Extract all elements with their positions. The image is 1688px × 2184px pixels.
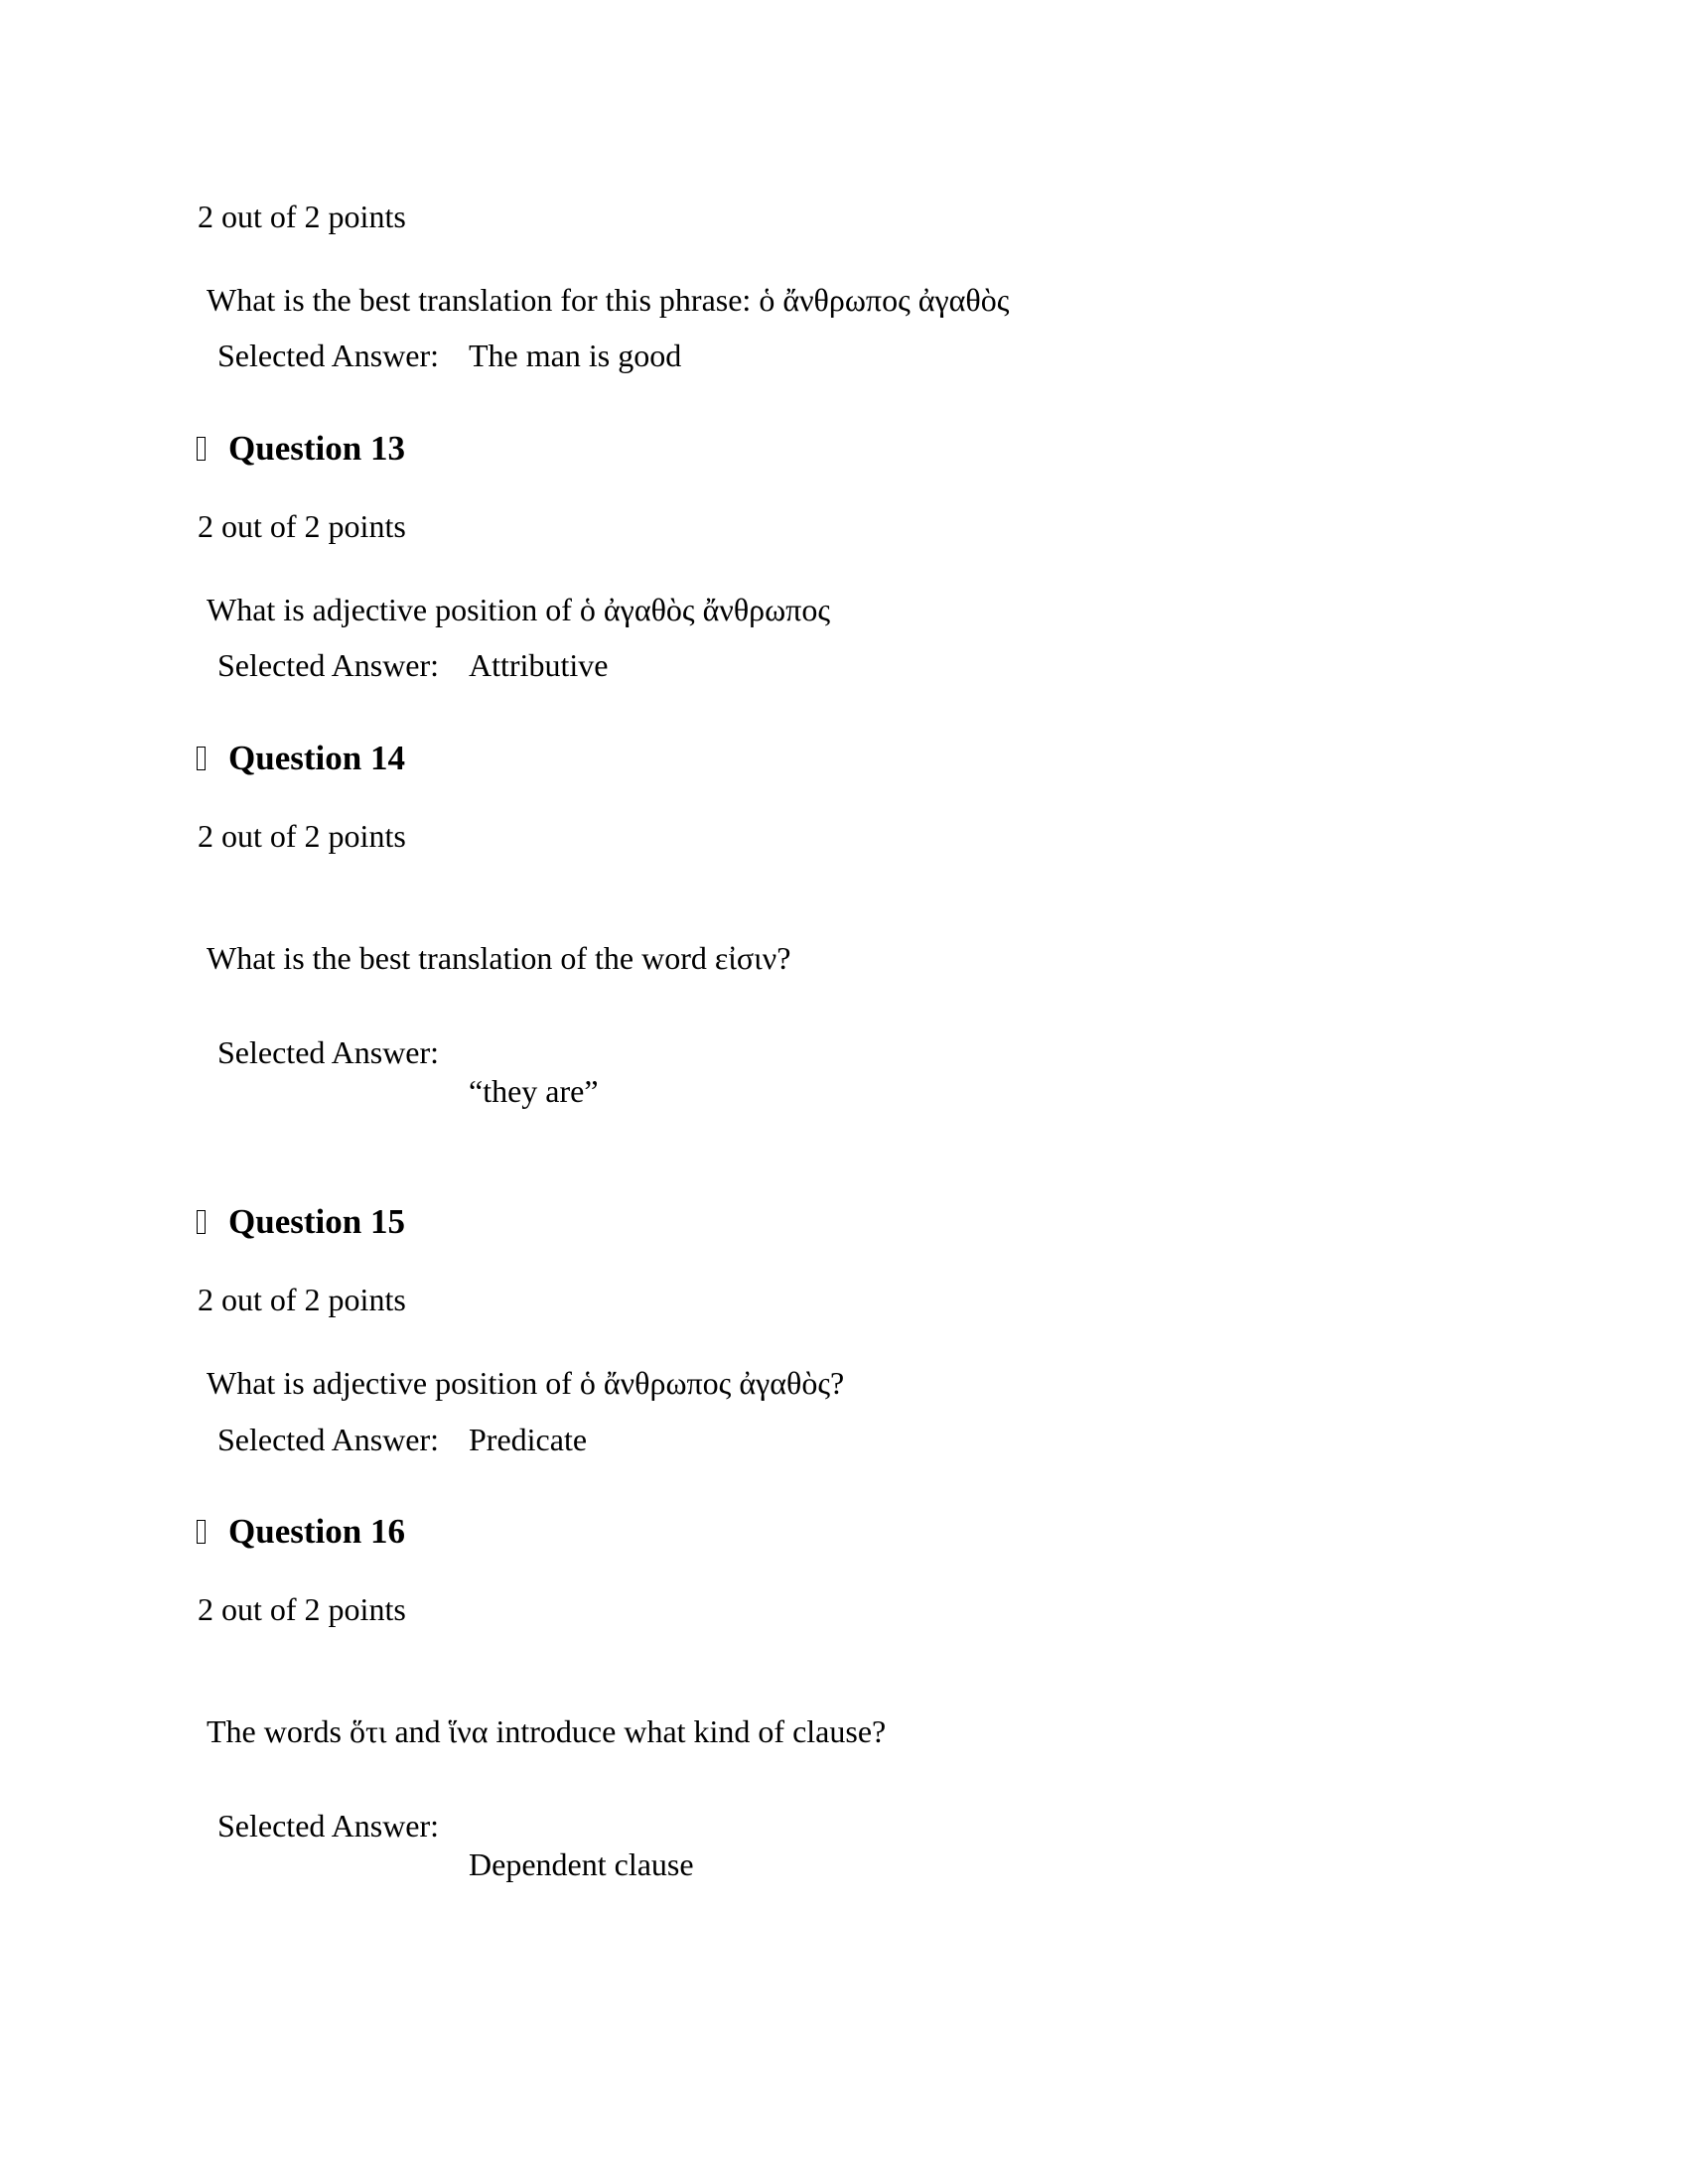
question-title: Question 15 [228, 1202, 405, 1241]
selected-answer-label: Selected Answer: [217, 338, 440, 373]
question-status-icon [197, 1210, 206, 1234]
question-header [197, 739, 405, 778]
question-text: What is the best translation for this phrase: ὁ ἄνθρωπος ἀγαθὸς [207, 282, 1010, 318]
selected-answer-value: The man is good [469, 338, 682, 373]
selected-answer-label: Selected Answer: [217, 647, 440, 683]
selected-answer-value: Attributive [469, 647, 609, 683]
selected-answer-label: Selected Answer: [217, 1422, 440, 1457]
question-status-icon [197, 1520, 206, 1544]
question-status-icon [197, 437, 206, 461]
points-label: 2 out of 2 points [198, 508, 406, 544]
question-header [197, 1512, 405, 1552]
selected-answer-value: Dependent clause [469, 1846, 694, 1882]
selected-answer-value: Predicate [469, 1422, 588, 1457]
question-text: What is adjective position of ὁ ἀγαθὸς ἄνθρωπος [207, 592, 830, 627]
question-text: What is adjective position of ὁ ἄνθρωπος ἀγαθὸς? [207, 1365, 845, 1401]
points-label: 2 out of 2 points [198, 199, 406, 234]
selected-answer-value: “they are” [469, 1073, 599, 1109]
question-title: Question 13 [228, 429, 405, 468]
points-label: 2 out of 2 points [198, 1282, 406, 1317]
question-title: Question 14 [228, 739, 405, 777]
question-text: The words ὅτι and ἵνα introduce what kind of clause? [207, 1713, 887, 1749]
selected-answer-label: Selected Answer: [217, 1808, 440, 1843]
question-text: What is the best translation of the word εἰσιν? [207, 940, 791, 976]
selected-answer-label: Selected Answer: [217, 1034, 440, 1070]
points-label: 2 out of 2 points [198, 818, 406, 854]
question-header [197, 429, 405, 469]
question-title: Question 16 [228, 1512, 405, 1551]
question-header [197, 1202, 405, 1242]
points-label: 2 out of 2 points [198, 1591, 406, 1627]
question-status-icon [197, 747, 206, 770]
